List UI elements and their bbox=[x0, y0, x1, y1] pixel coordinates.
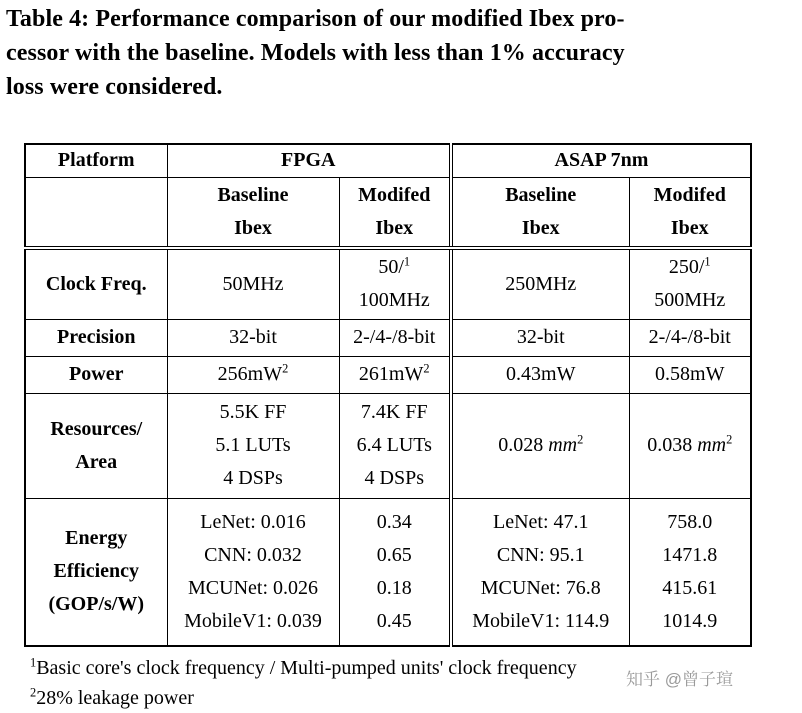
header-asap-baseline-ibex bbox=[451, 177, 629, 248]
superscript-2: 2 bbox=[577, 432, 584, 447]
row-label-energy-efficiency bbox=[25, 498, 167, 646]
row-label-precision: Precision bbox=[25, 319, 167, 356]
row-label-power: Power bbox=[25, 356, 167, 393]
row-energy-efficiency bbox=[25, 498, 751, 646]
cell-line: MobileV1: 114.9 bbox=[472, 609, 610, 632]
cell-line: 500MHz bbox=[654, 289, 726, 312]
header-line: Ibex bbox=[375, 216, 414, 239]
header-line: Ibex bbox=[234, 216, 272, 239]
cell-line: MCUNet: 76.8 bbox=[480, 576, 601, 599]
cell-clock-fpga-baseline: 50MHz bbox=[167, 248, 339, 319]
label-line: Area bbox=[75, 450, 118, 473]
header-line: Baseline bbox=[217, 183, 289, 206]
cell-energy-fpga-modified bbox=[339, 498, 451, 646]
cell-line: 261mW bbox=[358, 363, 424, 385]
cell-precision-asap-baseline: 32-bit bbox=[451, 319, 629, 356]
table-header-row bbox=[25, 144, 751, 177]
label-line: Energy bbox=[65, 527, 128, 550]
cell-line: 256mW bbox=[217, 363, 283, 385]
unit-mm: mm bbox=[548, 434, 578, 456]
cell-power-asap-modified: 0.58mW bbox=[629, 356, 751, 393]
header-line: Ibex bbox=[670, 216, 709, 239]
cell-line: 1471.8 bbox=[662, 543, 718, 566]
cell-line: LeNet: 0.016 bbox=[200, 510, 306, 533]
cell-area-asap-baseline bbox=[451, 393, 629, 498]
header-fpga-baseline-ibex bbox=[167, 177, 339, 248]
cell-power-fpga-baseline bbox=[167, 356, 339, 393]
footnote-1-marker: 1 bbox=[30, 655, 37, 670]
cell-line: CNN: 95.1 bbox=[496, 543, 585, 566]
cell-line: 1014.9 bbox=[662, 609, 718, 632]
cell-precision-fpga-baseline: 32-bit bbox=[167, 319, 339, 356]
cell-value: 0.038 bbox=[647, 434, 693, 456]
row-precision bbox=[25, 319, 751, 356]
cell-line: 415.61 bbox=[662, 576, 718, 599]
cell-line: 100MHz bbox=[358, 289, 430, 312]
caption-line-1: Table 4: Performance comparison of our modified Ibex pro- bbox=[6, 6, 625, 32]
cell-line: 4 DSPs bbox=[364, 467, 424, 489]
cell-resources-fpga-baseline bbox=[167, 393, 339, 498]
caption-line-3: loss were considered. bbox=[6, 74, 223, 100]
cell-line: 6.4 LUTs bbox=[356, 434, 432, 456]
footnote-2-text: 28% leakage power bbox=[36, 687, 194, 709]
superscript-2: 2 bbox=[423, 361, 430, 376]
caption-line-2: cessor with the baseline. Models with less than 1% accuracy bbox=[6, 40, 625, 66]
cell-clock-asap-baseline: 250MHz bbox=[451, 248, 629, 319]
cell-line: 0.45 bbox=[376, 609, 412, 632]
header-empty-cell bbox=[25, 177, 167, 248]
footnote-1-text: Basic core's clock frequency / Multi-pumped units' clock frequency bbox=[36, 657, 577, 679]
cell-line: 250/ bbox=[668, 256, 705, 279]
footnote-2-marker: 2 bbox=[30, 685, 37, 700]
cell-energy-asap-modified bbox=[629, 498, 751, 646]
label-line: (GOP/s/W) bbox=[48, 593, 145, 616]
superscript-1: 1 bbox=[403, 254, 411, 269]
label-line: Resources/ bbox=[50, 417, 143, 440]
header-line: Baseline bbox=[505, 183, 577, 206]
header-line: Modifed bbox=[653, 183, 726, 206]
cell-energy-fpga-baseline bbox=[167, 498, 339, 646]
header-asap-modified-ibex bbox=[629, 177, 751, 248]
header-fpga-modified-ibex bbox=[339, 177, 451, 248]
superscript-1: 1 bbox=[704, 254, 711, 269]
row-power bbox=[25, 356, 751, 393]
label-line: Efficiency bbox=[53, 560, 140, 583]
cell-line: 50/ bbox=[378, 256, 404, 279]
cell-line: 4 DSPs bbox=[223, 467, 283, 489]
row-clock-freq bbox=[25, 248, 751, 319]
cell-line: MCUNet: 0.026 bbox=[188, 576, 318, 599]
cell-clock-asap-modified bbox=[629, 248, 751, 319]
cell-line: CNN: 0.032 bbox=[204, 543, 302, 566]
cell-line: 0.18 bbox=[376, 576, 412, 599]
performance-table bbox=[24, 143, 752, 647]
header-platform: Platform bbox=[25, 144, 167, 177]
cell-value: 0.028 bbox=[498, 434, 544, 456]
cell-power-fpga-modified bbox=[339, 356, 451, 393]
watermark: 知乎 @曾子瑄 bbox=[626, 670, 733, 689]
cell-resources-fpga-modified bbox=[339, 393, 451, 498]
table-subheader-row bbox=[25, 177, 751, 248]
cell-line: 758.0 bbox=[667, 510, 713, 533]
row-resources-area bbox=[25, 393, 751, 498]
cell-line: 0.65 bbox=[376, 543, 412, 566]
superscript-2: 2 bbox=[726, 432, 733, 447]
cell-line: LeNet: 47.1 bbox=[492, 510, 589, 533]
cell-line: 0.34 bbox=[376, 510, 412, 533]
cell-line: MobileV1: 0.039 bbox=[184, 609, 322, 632]
cell-area-asap-modified bbox=[629, 393, 751, 498]
cell-power-asap-baseline: 0.43mW bbox=[451, 356, 629, 393]
cell-energy-asap-baseline bbox=[451, 498, 629, 646]
header-fpga: FPGA bbox=[167, 144, 451, 177]
header-line: Ibex bbox=[521, 216, 560, 239]
superscript-2: 2 bbox=[282, 361, 289, 376]
cell-line: 5.1 LUTs bbox=[215, 434, 291, 456]
header-line: Modifed bbox=[358, 183, 431, 206]
table-caption bbox=[6, 2, 796, 104]
row-label-clock-freq: Clock Freq. bbox=[25, 248, 167, 319]
cell-line: 7.4K FF bbox=[360, 401, 428, 423]
paper-page bbox=[0, 2, 802, 713]
cell-clock-fpga-modified bbox=[339, 248, 451, 319]
header-asap-7nm: ASAP 7nm bbox=[451, 144, 751, 177]
row-label-resources-area bbox=[25, 393, 167, 498]
cell-precision-fpga-modified: 2-/4-/8-bit bbox=[339, 319, 451, 356]
unit-mm: mm bbox=[697, 434, 727, 456]
cell-precision-asap-modified: 2-/4-/8-bit bbox=[629, 319, 751, 356]
cell-line: 5.5K FF bbox=[219, 401, 287, 423]
